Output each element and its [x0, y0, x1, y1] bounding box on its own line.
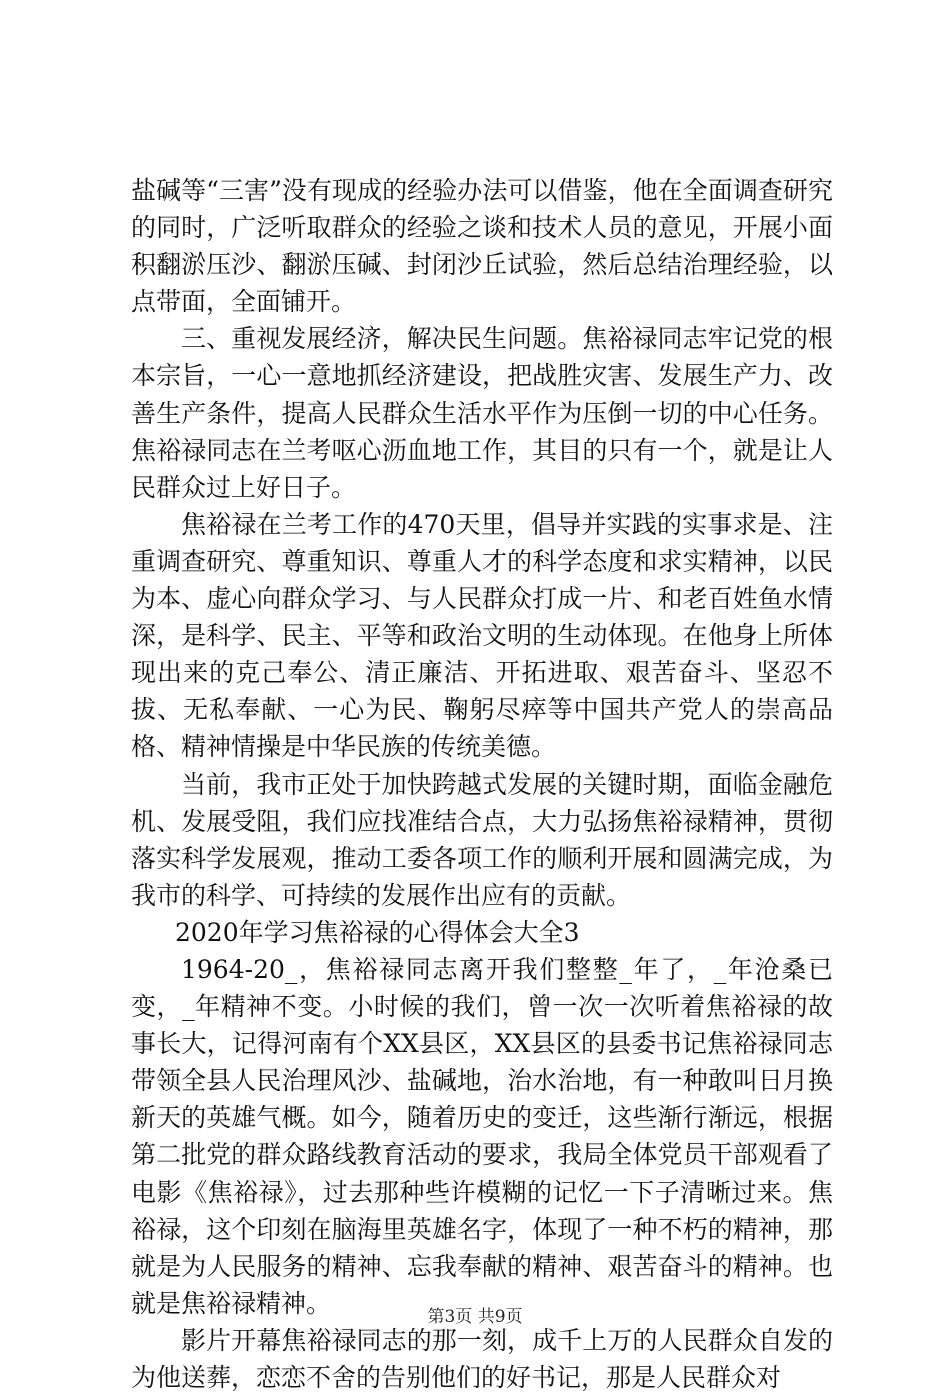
- paragraph-film-opening: 影片开幕焦裕禄同志的那一刻，成千上万的人民群众自发的为他送葬，恋恋不舍的告别他们的好书记，那是人民群众对: [131, 1325, 833, 1392]
- section-heading: 2020年学习焦裕禄的心得体会大全3: [175, 917, 580, 947]
- paragraph-current: 当前，我市正处于加快跨越式发展的关键时期，面临金融危机、发展受阻，我们应找准结合点，大力弘扬焦裕禄精神，贯彻落实科学发展观，推动工委各项工作的顺利开展和圆满完成，为我市的科学、可持续的发展作出应有的贡献。: [131, 769, 833, 910]
- paragraph-continued: 盐碱等“三害”没有现成的经验办法可以借鉴，他在全面调查研究的同时，广泛听取群众的经验之谈和技术人员的意见，开展小面积翻淤压沙、翻淤压碱、封闭沙丘试验，然后总结治理经验，以点带面，全面铺开。: [131, 176, 833, 317]
- paragraph-1964: 1964-20_，焦裕禄同志离开我们整整_年了，_年沧桑已变，_年精神不变。小时候的我们，曾一次一次听着焦裕禄的故事长大，记得河南有个XX县区，XX县区的县委书记焦裕禄同志带领全县人民治理风沙、盐碱地，治水治地，有一种敢叫日月换新天的英雄气概。如今，随着历史的变迁，这些渐行渐远，根据第二批党的群众路线教育活动的要求，我局全体党员干部观看了电影《焦裕禄》，过去那种些许模糊的记忆一下子清晰过来。焦裕禄，这个印刻在脑海里英雄名字，体现了一种不朽的精神，那就是为人民服务的精神、忘我奉献的精神、艰苦奋斗的精神。也就是焦裕禄精神。: [131, 954, 833, 1318]
- page-footer: 第3页 共9页: [427, 1307, 523, 1327]
- paragraph-economy: 三、重视发展经济，解决民生问题。焦裕禄同志牢记党的根本宗旨，一心一意地抓经济建设，把战胜灾害、发展生产力、改善生产条件，提高人民群众生活水平作为压倒一切的中心任务。焦裕禄同志在兰考呕心沥血地工作，其目的只有一个，就是让人民群众过上好日子。: [131, 324, 833, 502]
- body-text: [131, 172, 833, 1396]
- paragraph-lankao-470-days: 焦裕禄在兰考工作的470天里，倡导并实践的实事求是、注重调查研究、尊重知识、尊重人才的科学态度和求实精神，以民为本、虚心向群众学习、与人民群众打成一片、和老百姓鱼水情深，是科学、民主、平等和政治文明的生动体现。在他身上所体现出来的克己奉公、清正廉洁、开拓进取、艰苦奋斗、坚忍不拔、无私奉献、一心为民、鞠躬尽瘁等中国共产党人的崇高品格、精神情操是中华民族的传统美德。: [131, 509, 833, 762]
